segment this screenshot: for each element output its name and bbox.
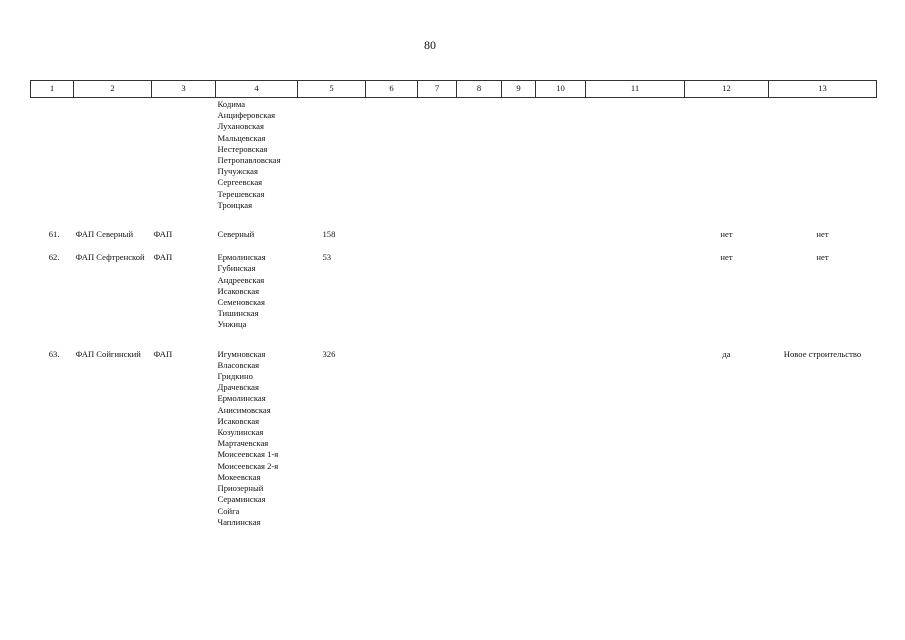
column-header-9: 9 [502,81,536,98]
column-header-1: 1 [31,81,74,98]
column-header-7: 7 [418,81,457,98]
table-row [31,229,877,240]
facility-type: ФАП [153,252,173,263]
column-header-13: 13 [769,81,877,98]
villages-cell [216,252,298,330]
village-item: Пучужская [217,166,258,177]
row-spacer [31,331,877,349]
col13-value: Новое строительство [783,348,862,359]
village-item: Северный [217,229,255,240]
villages-cell [216,229,298,240]
village-item: Семеновская [217,297,265,308]
village-item: Губинская [217,263,256,274]
row-number: 62. [48,252,60,263]
table-row [31,252,877,330]
row-number: 61. [48,229,60,240]
village-item: Приозерный [217,483,264,494]
column-header-10: 10 [536,81,586,98]
population: 53 [322,252,332,263]
population: 326 [322,348,336,359]
village-item: Нестеровская [217,143,268,154]
table-row-continuation [31,98,877,212]
village-item: Чаплинская [217,516,261,527]
village-item: Анциферовская [217,110,276,121]
column-header-2: 2 [74,81,152,98]
village-item: Ермолинская [217,252,266,263]
population: 158 [322,229,336,240]
village-item: Драчевская [217,382,259,393]
column-header-11: 11 [586,81,685,98]
village-item: Исаковская [217,415,260,426]
village-item: Кодима [217,99,246,109]
column-header-3: 3 [152,81,216,98]
village-item: Исаковская [217,285,260,296]
village-item: Петропавловская [217,155,281,166]
row-spacer [31,240,877,252]
village-item: Андреевская [217,274,265,285]
header-row [31,81,877,98]
villages-cell [216,98,298,212]
row-spacer [31,211,877,229]
facility-name: ФАП Сефтренской [75,252,145,263]
facility-table [30,80,877,528]
facility-name: ФАП Северный [75,229,134,240]
village-item: Анисимовская [217,404,271,415]
facility-type: ФАП [153,229,173,240]
village-item: Игумновская [217,348,266,359]
village-item: Мартачевская [217,438,269,449]
col13-value: нет [816,252,829,263]
column-header-5: 5 [298,81,366,98]
village-item: Козулинская [217,427,264,438]
column-header-4: 4 [216,81,298,98]
column-header-12: 12 [685,81,769,98]
facility-name: ФАП Сойгинский [75,348,141,359]
village-item: Ермолинская [217,393,266,404]
village-item: Унжица [217,319,247,330]
col13-value: нет [816,229,829,240]
village-item: Сераминская [217,494,266,505]
village-item: Терешевская [217,188,265,199]
page-number: 80 [424,38,436,52]
village-item: Троицкая [217,199,253,210]
row-number: 63. [48,348,60,359]
village-item: Сергеевская [217,177,263,188]
village-item: Мокеевская [217,471,261,482]
village-item: Мальцевская [217,132,266,143]
village-item: Сойга [217,505,240,516]
table-row [31,349,877,528]
village-item: Лухановская [217,121,264,132]
column-header-8: 8 [457,81,502,98]
village-item: Тишинская [217,308,259,319]
col12-value: нет [720,229,733,240]
village-item: Власовская [217,359,260,370]
facility-type: ФАП [153,348,173,359]
village-item: Моисеевская 1-я [217,449,279,460]
village-item: Моисеевская 2-я [217,460,279,471]
col12-value: нет [720,252,733,263]
village-item: Гридкино [217,371,253,382]
col12-value: да [722,348,731,359]
column-header-6: 6 [366,81,418,98]
villages-cell [216,349,298,528]
